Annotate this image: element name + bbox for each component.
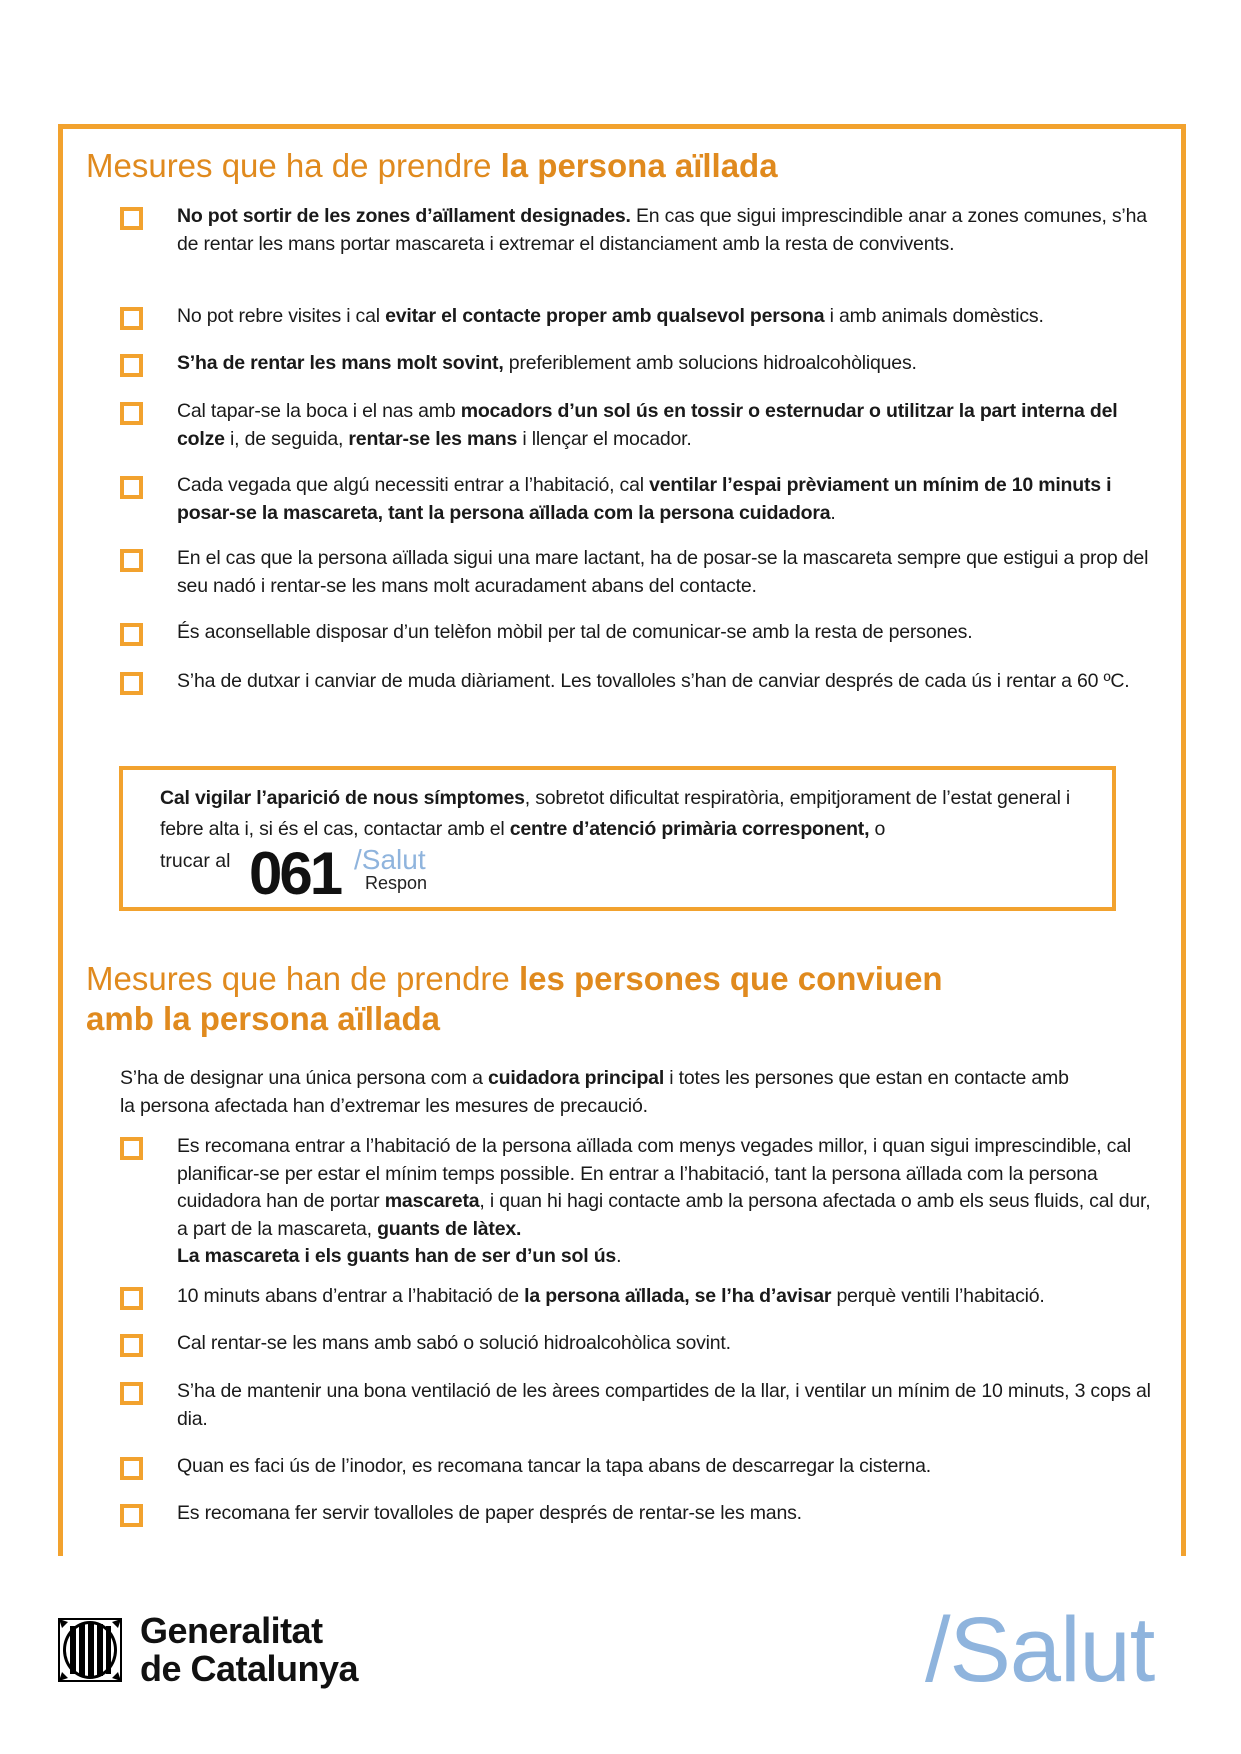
bold-text: S’ha de rentar les mans molt sovint, <box>177 352 504 374</box>
checklist-item-text <box>177 1133 1157 1271</box>
text: 10 minuts abans d’entrar a l’habitació de <box>177 1285 525 1307</box>
section2-title-bold-2: amb la persona aïllada <box>86 1000 440 1037</box>
bold-text: centre d’atenció primària corresponent, <box>509 818 870 840</box>
checkbox-icon[interactable] <box>120 1287 143 1310</box>
text: Cada vegada que algú necessiti entrar a l’habitació, cal <box>177 474 650 496</box>
section1-title-bold: la persona aïllada <box>500 147 778 184</box>
section1-title-normal: Mesures que ha de prendre <box>86 147 501 184</box>
bold-text: No pot sortir de les zones d’aïllament designades. <box>177 205 631 227</box>
bold-text: mascareta <box>384 1190 480 1212</box>
checklist-item-text <box>177 398 1157 453</box>
checkbox-icon[interactable] <box>120 476 143 499</box>
bold-text: Cal vigilar l’aparició de nous símptomes <box>160 787 525 809</box>
checkbox-icon[interactable] <box>120 1137 143 1160</box>
text: S’ha de mantenir una bona ventilació de les àrees compartides de la llar, i ventilar un mínim de 10 minuts, 3 cops al dia. <box>177 1380 1151 1430</box>
section2-title-bold-1: les persones que conviuen <box>518 960 943 997</box>
org-line1: Generalitat <box>140 1610 323 1651</box>
text: Cal rentar-se les mans amb sabó o solució hidroalcohòlica sovint. <box>177 1332 731 1354</box>
section2-title <box>86 959 1146 1039</box>
text: No pot rebre visites i cal <box>177 305 386 327</box>
checklist-item-text <box>177 350 1157 378</box>
checkbox-icon[interactable] <box>120 672 143 695</box>
bold-text: la persona aïllada, se l’ha d’avisar <box>524 1285 832 1307</box>
bold-text: mocadors d’un sol ús en tossir o esternudar o utilitzar la part interna del colze <box>177 400 1118 450</box>
call-label: trucar al <box>160 850 231 872</box>
checkbox-icon[interactable] <box>120 1504 143 1527</box>
text: i amb animals domèstics. <box>824 305 1044 327</box>
checkbox-icon[interactable] <box>120 354 143 377</box>
text: Es recomana fer servir tovalloles de paper després de rentar-se les mans. <box>177 1502 802 1524</box>
checkbox-icon[interactable] <box>120 623 143 646</box>
checklist-item-text <box>177 1283 1157 1311</box>
checkbox-icon[interactable] <box>120 1382 143 1405</box>
checklist-item-text <box>177 1453 1157 1481</box>
text: . <box>616 1245 622 1267</box>
bold-text: evitar el contacte proper amb qualsevol persona <box>385 305 825 327</box>
text: S’ha de designar una única persona com a <box>120 1067 488 1089</box>
text: . <box>830 501 836 524</box>
generalitat-wordmark <box>140 1612 358 1688</box>
text: o <box>869 818 886 840</box>
text: i totes les persones que estan en contacte amb la persona afectada han d’extremar les mesures de precaució. <box>120 1067 1069 1117</box>
checkbox-icon[interactable] <box>120 1457 143 1480</box>
section1-title <box>86 146 778 186</box>
salut-brand-large: /Salut <box>925 1599 1155 1701</box>
salut-respon-label: Respon <box>365 873 428 893</box>
checklist-item-text <box>177 1500 1157 1528</box>
text: , i quan hi hagi contacte amb la persona afectada o amb els seus fluids, cal dur, a part de la mascareta, <box>177 1190 1151 1240</box>
bold-text: La mascareta i els guants han de ser d’un sol ús <box>177 1245 617 1267</box>
bold-text: guants de làtex. <box>377 1217 522 1240</box>
checklist-item-text <box>177 668 1157 696</box>
text: preferiblement amb solucions hidroalcohòliques. <box>503 352 917 374</box>
alert-text <box>160 783 1100 845</box>
generalitat-shield-icon <box>58 1618 122 1682</box>
checkbox-icon[interactable] <box>120 307 143 330</box>
text: Es recomana entrar a l’habitació de la persona aïllada com menys vegades millor, i quan sigui imprescindible, cal planificar-se per estar el mínim temps possible. En entrar a l’habitació, tant la persona aïllada com la persona cuidadora han de portar <box>177 1135 1131 1212</box>
phone-number-061[interactable]: 061 <box>249 840 341 907</box>
salut-brand-small: /Salut <box>354 844 426 875</box>
text: En el cas que la persona aïllada sigui una mare lactant, ha de posar-se la mascareta sempre que estigui a prop del seu nadó i rentar-se les mans molt acuradament abans del contacte. <box>177 547 1149 597</box>
text: En cas que sigui imprescindible anar a zones comunes, s’ha de rentar les mans portar mascareta i extremar el distanciament amb la resta de convivents. <box>177 205 1147 255</box>
bold-text: cuidadora principal <box>487 1067 665 1089</box>
text: S’ha de dutxar i canviar de muda diàriament. Les tovalloles s’han de canviar després de cada ús i rentar a 60 ºC. <box>177 670 1130 692</box>
text: És aconsellable disposar d’un telèfon mòbil per tal de comunicar-se amb la resta de persones. <box>177 621 973 643</box>
text: perquè ventili l’habitació. <box>831 1285 1045 1307</box>
checklist-item-text <box>177 203 1157 258</box>
checkbox-icon[interactable] <box>120 549 143 572</box>
bold-text: ventilar l’espai prèviament un mínim de 10 minuts i posar-se la mascareta, tant la persona aïllada com la persona cuidadora <box>177 474 1112 524</box>
checkbox-icon[interactable] <box>120 402 143 425</box>
checklist-item-text <box>177 1378 1157 1433</box>
section2-intro <box>120 1065 1080 1120</box>
text: Cal tapar-se la boca i el nas amb <box>177 400 461 422</box>
checklist-item-text <box>177 545 1157 600</box>
text: i, de seguida, <box>224 427 349 450</box>
bold-text: rentar-se les mans <box>348 427 518 450</box>
text: i llençar el mocador. <box>517 427 692 450</box>
text: Quan es faci ús de l’inodor, es recomana tancar la tapa abans de descarregar la cisterna. <box>177 1455 931 1477</box>
checklist-item-text <box>177 1330 1157 1358</box>
checklist-item-text <box>177 472 1157 527</box>
checklist-item-text <box>177 619 1157 647</box>
checkbox-icon[interactable] <box>120 1334 143 1357</box>
section2-title-normal: Mesures que han de prendre <box>86 960 519 997</box>
checklist-item-text <box>177 303 1157 331</box>
checkbox-icon[interactable] <box>120 207 143 230</box>
org-line2: de Catalunya <box>140 1648 359 1689</box>
symptoms-alert-box <box>119 766 1116 911</box>
text: , sobretot dificultat respiratòria, empitjorament de l’estat general i febre alta i, si és el cas, contactar amb el <box>160 787 1071 840</box>
